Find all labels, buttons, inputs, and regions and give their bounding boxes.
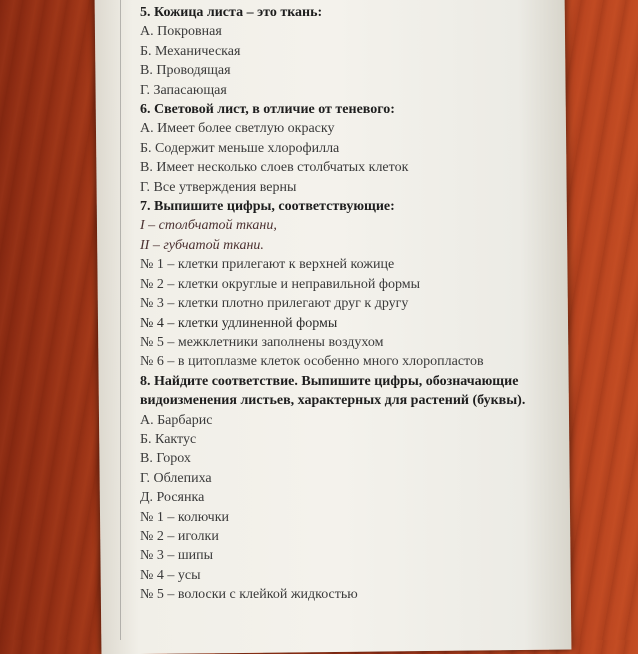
question-6-option-d: Г. Все утверждения верны bbox=[140, 179, 297, 195]
question-8-plant-a: А. Барбарис bbox=[140, 412, 213, 428]
question-5-option-b: Б. Механическая bbox=[140, 43, 241, 59]
question-6-option-b: Б. Содержит меньше хлорофилла bbox=[140, 140, 340, 156]
question-8-item-1: № 1 – колючки bbox=[140, 509, 230, 525]
question-7-item-1: № 1 – клетки прилегают к верхней кожице bbox=[140, 257, 395, 273]
question-7-item-6: № 6 – в цитоплазме клеток особенно много хлоропластов bbox=[140, 354, 484, 370]
margin-line bbox=[120, 0, 121, 640]
question-8-item-2: № 2 – иголки bbox=[140, 528, 219, 544]
question-7-item-4: № 4 – клетки удлиненной формы bbox=[140, 315, 338, 331]
question-5-option-d: Г. Запасающая bbox=[140, 82, 227, 98]
question-8-item-3: № 3 – шипы bbox=[140, 548, 214, 564]
question-8-plant-b: Б. Кактус bbox=[140, 431, 197, 447]
question-7-item-5: № 5 – межклетники заполнены воздухом bbox=[140, 334, 384, 350]
question-7-category-2: II – губчатой ткани. bbox=[140, 237, 264, 253]
question-8-plant-d: Г. Облепиха bbox=[140, 470, 212, 486]
question-7-item-2: № 2 – клетки округлые и неправильной формы bbox=[140, 276, 421, 292]
question-8-item-4: № 4 – усы bbox=[140, 567, 201, 583]
question-7-category-1: I – столбчатой ткани, bbox=[140, 218, 277, 234]
question-6-option-a: А. Имеет более светлую окраску bbox=[140, 121, 335, 137]
question-7-title: 7. Выпишите цифры, соответствующие: bbox=[140, 199, 395, 215]
question-8-plant-e: Д. Росянка bbox=[140, 490, 205, 506]
question-8-title: 8. Найдите соответствие. Выпишите цифры, обозначающие видоизменения листьев, характерных для растений (буквы). bbox=[140, 373, 526, 409]
question-8-item-5: № 5 – волоски с клейкой жидкостью bbox=[140, 587, 358, 603]
question-5-option-a: А. Покровная bbox=[140, 24, 222, 40]
question-6-option-c: В. Имеет несколько слоев столбчатых клеток bbox=[140, 160, 409, 176]
question-8-plant-c: В. Горох bbox=[140, 451, 191, 467]
question-5-title: 5. Кожица листа – это ткань: bbox=[140, 5, 323, 20]
question-6-title: 6. Световой лист, в отличие от теневого: bbox=[140, 102, 395, 118]
question-5-option-c: В. Проводящая bbox=[140, 63, 231, 79]
question-7-item-3: № 3 – клетки плотно прилегают друг к другу bbox=[140, 296, 409, 312]
quiz-content bbox=[140, 3, 560, 605]
